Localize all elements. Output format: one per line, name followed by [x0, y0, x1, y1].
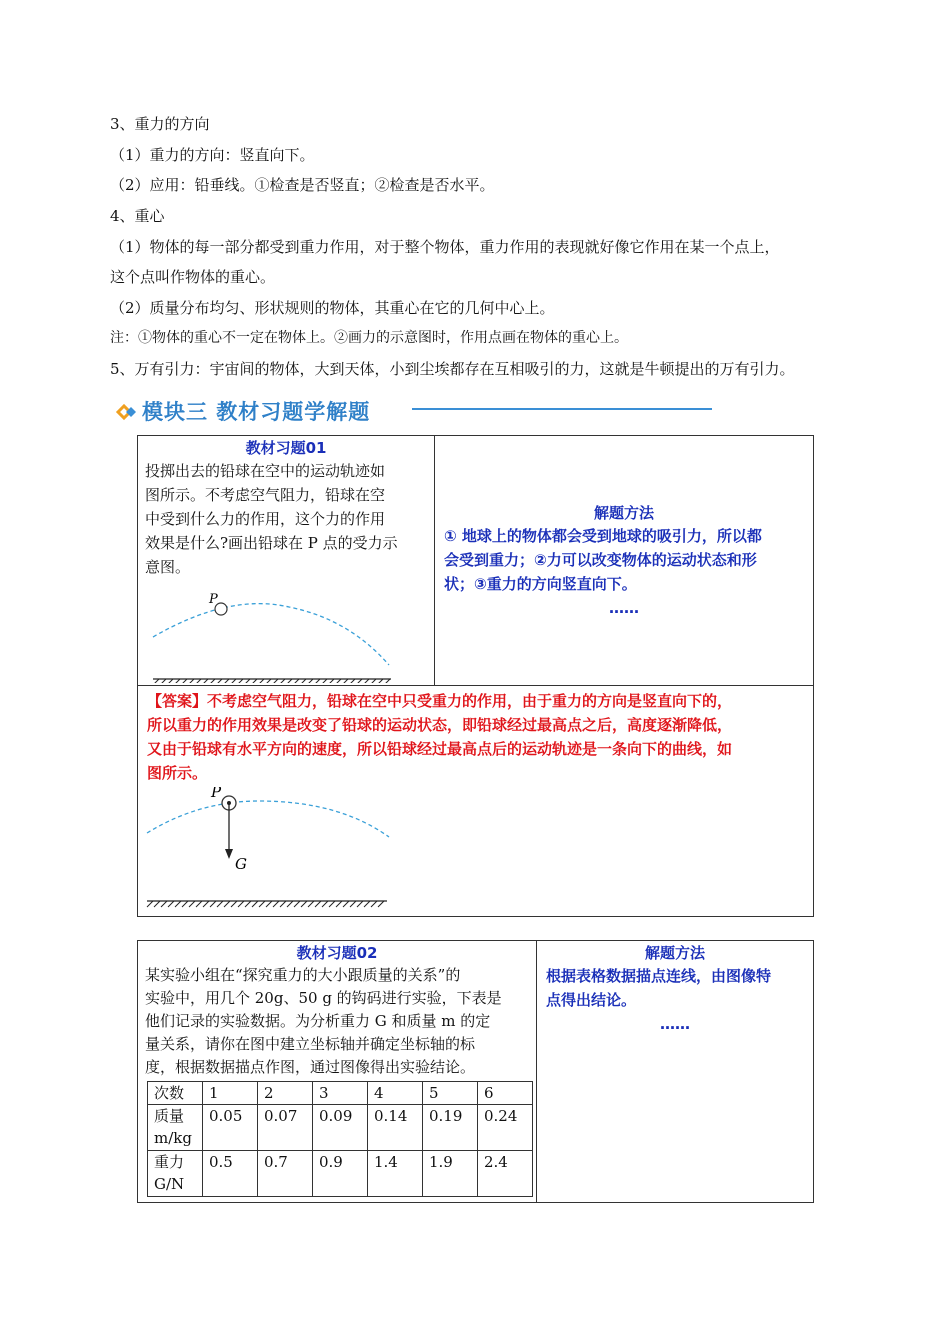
- hatch-mark: [294, 901, 300, 907]
- exercise-2-method-cell: [537, 941, 814, 1203]
- section-3-item-1: （1）重力的方向：竖直向下。: [110, 146, 315, 164]
- exercise-1-answer: 【答案】不考虑空气阻力，铅球在空中只受重力的作用，由于重力的方向是竖直向下的， 所以重力的作用效果是改变了铅球的运动状态，即铅球经过最高点之后，高度逐渐降低， 又由于铅球有水平方向的速度，所以铅球经过最高点后的运动轨迹是一条向下的曲线，如 图所示。: [147, 692, 733, 782]
- hatch-mark: [147, 901, 153, 907]
- module-header: [112, 394, 722, 426]
- exercise-1-table: [137, 435, 814, 917]
- answer-figure: [139, 787, 439, 915]
- table-row: 重力 G/N 0.5 0.7 0.9 1.4 1.9 2.4: [148, 1151, 533, 1197]
- force-label: G: [235, 855, 247, 873]
- hatch-mark: [154, 901, 160, 907]
- hatch-mark: [301, 901, 307, 907]
- hatch-mark: [182, 901, 188, 907]
- section-3-item-2: （2）应用：铅垂线。①检查是否竖直；②检查是否水平。: [110, 176, 495, 194]
- section-5: 5、万有引力：宇宙间的物体，大到天体，小到尘埃都存在互相吸引的力，这就是牛顿提出的万有引力。: [110, 360, 795, 378]
- hatch-mark: [357, 901, 363, 907]
- exercise-1-method-cell: [435, 436, 814, 686]
- hatch-mark: [371, 901, 377, 907]
- data-table: [147, 1081, 533, 1197]
- exercise-1-method-text: ① 地球上的物体都会受到地球的吸引力，所以都 会受到重力；②力可以改变物体的运动状态和形 状；③重力的方向竖直向下。 ……: [444, 526, 762, 617]
- hatch-mark: [175, 901, 181, 907]
- hatch-mark: [161, 901, 167, 907]
- exercise-1-method-title: 解题方法: [593, 503, 654, 522]
- answer-ground-hatch: [147, 901, 384, 907]
- hatch-mark: [308, 901, 314, 907]
- table-row: 次数 1 2 3 4 5 6: [148, 1082, 533, 1105]
- hatch-mark: [168, 901, 174, 907]
- section-4-title: 4、重心: [110, 207, 165, 225]
- exercise-2-table: [137, 940, 814, 1203]
- answer-point-label: P: [211, 787, 222, 801]
- hatch-mark: [273, 901, 279, 907]
- hatch-mark: [210, 901, 216, 907]
- exercise-1-title: 教材习题01: [245, 439, 327, 457]
- hatch-mark: [336, 901, 342, 907]
- exercise-2-method-title: 解题方法: [644, 944, 705, 962]
- hatch-mark: [252, 901, 258, 907]
- hatch-mark: [217, 901, 223, 907]
- hatch-mark: [378, 901, 384, 907]
- table-row: 质量 m/kg 0.05 0.07 0.09 0.14 0.19 0.24: [148, 1105, 533, 1151]
- hatch-mark: [189, 901, 195, 907]
- hatch-mark: [322, 901, 328, 907]
- hatch-mark: [259, 901, 265, 907]
- hatch-mark: [231, 901, 237, 907]
- answer-trajectory-curve: [147, 801, 389, 837]
- hatch-mark: [245, 901, 251, 907]
- hatch-mark: [266, 901, 272, 907]
- trajectory-figure: [139, 583, 429, 683]
- hatch-mark: [364, 901, 370, 907]
- note: 注：①物体的重心不一定在物体上。②画力的示意图时，作用点画在物体的重心上。: [110, 330, 628, 346]
- hatch-mark: [315, 901, 321, 907]
- exercise-2-question-cell: [138, 941, 537, 1203]
- module-title: 模块三 教材习题学解题: [142, 400, 371, 424]
- hatch-mark: [224, 901, 230, 907]
- hatch-mark: [329, 901, 335, 907]
- exercise-1-answer-cell: [138, 686, 814, 917]
- exercise-2-title: 教材习题02: [296, 944, 378, 962]
- hatch-mark: [343, 901, 349, 907]
- hatch-mark: [238, 901, 244, 907]
- hatch-mark: [280, 901, 286, 907]
- hatch-mark: [350, 901, 356, 907]
- exercise-1-question-cell: [138, 436, 435, 686]
- exercise-2-text: 某实验小组在“探究重力的大小跟质量的关系”的 实验中，用几个 20g、50 g 的钩码进行实验，下表是 他们记录的实验数据。为分析重力 G 和质量 m 的定 量关系，请你在图中建立坐标轴并确定坐标轴的标 度，根据数据描点作图，通过图像得出实验结论。: [145, 966, 502, 1076]
- hatch-mark: [287, 901, 293, 907]
- exercise-2-method-text: 根据表格数据描点连线，由图像特 点得出结论。 ……: [546, 967, 772, 1033]
- gravity-arrow-head: [225, 849, 233, 859]
- trajectory-curve: [153, 604, 389, 665]
- hatch-mark: [203, 901, 209, 907]
- diamond-icon: [112, 402, 138, 422]
- module-rule: [412, 408, 712, 410]
- hatch-mark: [196, 901, 202, 907]
- section-4-item-2: （2）质量分布均匀、形状规则的物体，其重心在它的几何中心上。: [110, 299, 555, 317]
- section-4-item-1a: （1）物体的每一部分都受到重力作用，对于整个物体，重力作用的表现就好像它作用在某一个点上，: [110, 238, 780, 256]
- exercise-1-text: 投掷出去的铅球在空中的运动轨迹如 图所示。不考虑空气阻力，铅球在空 中受到什么力的作用，这个力的作用 效果是什么?画出铅球在 P 点的受力示 意图。: [145, 462, 398, 576]
- point-label: P: [209, 592, 218, 607]
- section-3-title: 3、重力的方向: [110, 115, 210, 133]
- section-4-item-1b: 这个点叫作物体的重心。: [110, 268, 276, 286]
